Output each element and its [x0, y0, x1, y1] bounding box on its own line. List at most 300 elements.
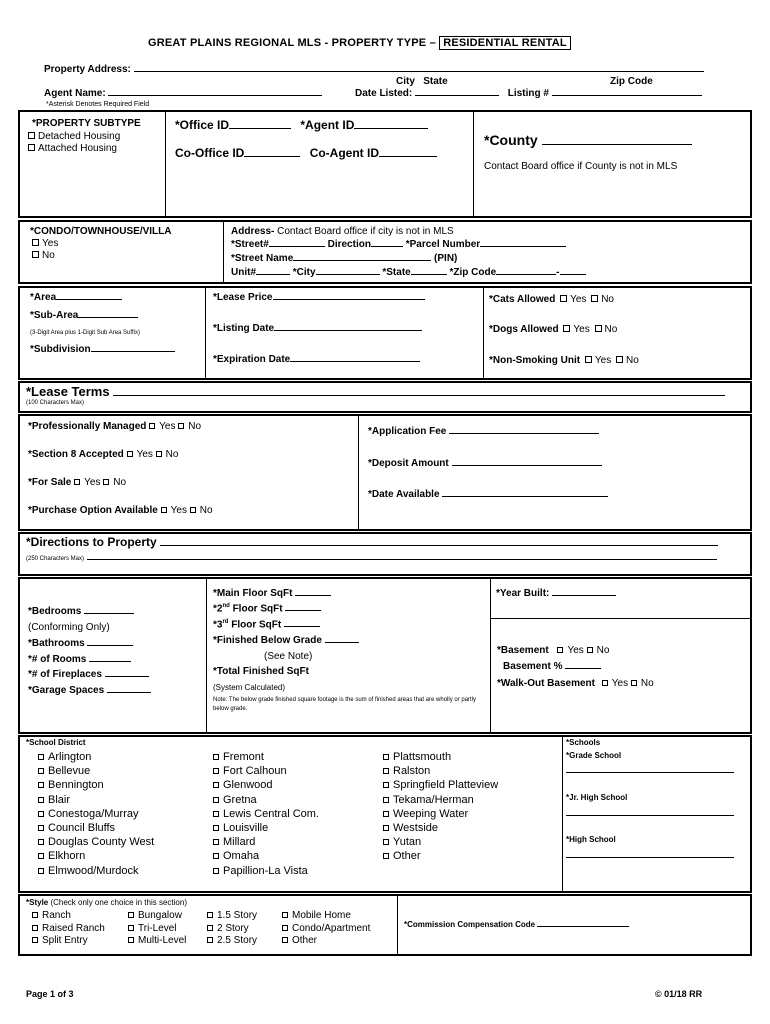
- option-label: 1.5 Story: [217, 910, 258, 921]
- directions-row: [26, 535, 718, 549]
- school-district-option[interactable]: [38, 807, 154, 821]
- checkbox[interactable]: [213, 754, 219, 760]
- property-address-row: [44, 64, 704, 75]
- agent-id-label: *Agent ID: [300, 118, 355, 132]
- listing-date-row: [213, 323, 422, 334]
- divider: [397, 895, 398, 955]
- address-label: Address-: [231, 226, 275, 237]
- directions-field[interactable]: [160, 545, 718, 546]
- school-district-option[interactable]: [383, 750, 498, 764]
- option-label: Westside: [393, 822, 439, 835]
- option-label: Yes: [611, 678, 629, 689]
- checkbox[interactable]: [213, 811, 219, 817]
- checkbox[interactable]: [128, 925, 134, 931]
- divider: [205, 287, 206, 379]
- subtype-option-attached[interactable]: [26, 143, 117, 154]
- option-label: Bungalow: [138, 910, 182, 921]
- garage-label: *Garage Spaces: [28, 685, 105, 696]
- checkbox[interactable]: [585, 356, 592, 363]
- checkbox[interactable]: [282, 925, 288, 931]
- application-fee-label: *Application Fee: [368, 426, 447, 437]
- option-label: No: [604, 324, 618, 335]
- style-option[interactable]: [128, 923, 186, 936]
- checkbox[interactable]: [28, 144, 35, 151]
- style-option[interactable]: [207, 935, 257, 948]
- basement-label: *Basement: [497, 645, 549, 656]
- unit-label: Unit#: [231, 267, 256, 278]
- school-district-option[interactable]: [38, 821, 154, 835]
- style-option[interactable]: [282, 935, 370, 948]
- school-district-label: *School District: [26, 738, 86, 747]
- fireplaces-field[interactable]: [105, 676, 149, 677]
- style-option[interactable]: [282, 910, 370, 923]
- option-label: Mobile Home: [292, 910, 351, 921]
- school-district-option[interactable]: [383, 793, 498, 807]
- zip-ext-field[interactable]: [560, 274, 586, 275]
- zip-code-caption: Zip Code: [610, 76, 653, 87]
- conforming-note: (Conforming Only): [28, 622, 110, 633]
- subdivision-field[interactable]: [91, 351, 175, 352]
- option-label: Fort Calhoun: [223, 765, 287, 778]
- checkbox[interactable]: [282, 912, 288, 918]
- office-id-label: *Office ID: [175, 118, 230, 132]
- checkbox[interactable]: [32, 239, 39, 246]
- divider: [490, 578, 491, 733]
- finished-below-field[interactable]: [325, 642, 359, 643]
- school-district-option[interactable]: [213, 835, 319, 849]
- address-row-2: [231, 253, 457, 264]
- checkbox[interactable]: [213, 825, 219, 831]
- option-label: Yes: [136, 449, 153, 460]
- checkbox[interactable]: [127, 451, 133, 457]
- second-floor-field[interactable]: [285, 610, 321, 611]
- form-title-text: GREAT PLAINS REGIONAL MLS - PROPERTY TYPE –: [148, 37, 436, 49]
- option-label: Arlington: [48, 751, 92, 763]
- checkbox[interactable]: [32, 251, 39, 258]
- option-label: Glenwood: [223, 779, 273, 792]
- listing-no-field[interactable]: [552, 95, 702, 96]
- school-district-option[interactable]: [38, 864, 154, 878]
- deposit-amount-label: *Deposit Amount: [368, 458, 449, 469]
- county-field[interactable]: [542, 144, 692, 145]
- sub-area-row: [30, 310, 138, 321]
- checkbox[interactable]: [383, 839, 389, 845]
- school-district-option[interactable]: [213, 821, 319, 835]
- checkbox[interactable]: [74, 479, 80, 485]
- dogs-allowed-row: [489, 324, 617, 335]
- cats-allowed-row: [489, 294, 614, 305]
- listing-date-field[interactable]: [274, 330, 422, 331]
- checkbox[interactable]: [616, 356, 623, 363]
- checkbox[interactable]: [207, 912, 213, 918]
- option-label: No: [199, 505, 213, 516]
- city-state-caption: City State: [396, 76, 448, 87]
- co-office-id-field[interactable]: [244, 156, 300, 157]
- option-label: No: [165, 449, 179, 460]
- option-label: Gretna: [223, 793, 257, 806]
- option-label: No: [188, 421, 202, 432]
- option-label: Bellevue: [48, 765, 91, 778]
- checkbox[interactable]: [38, 811, 44, 817]
- office-id-field[interactable]: [229, 128, 291, 129]
- main-floor-label: *Main Floor SqFt: [213, 588, 293, 599]
- jr-high-label: *Jr. High School: [566, 793, 628, 802]
- fireplaces-row: [28, 669, 149, 680]
- garage-row: [28, 685, 151, 696]
- street-name-field[interactable]: [293, 260, 431, 261]
- school-district-option[interactable]: [213, 778, 319, 792]
- checkbox[interactable]: [591, 295, 598, 302]
- option-label: Yes: [159, 421, 176, 432]
- co-office-id-row: [175, 146, 437, 160]
- school-district-option[interactable]: [383, 807, 498, 821]
- checkbox[interactable]: [38, 768, 44, 774]
- application-fee-row: [368, 426, 599, 437]
- option-label: Yes: [594, 355, 612, 366]
- checkbox[interactable]: [38, 853, 44, 859]
- checkbox[interactable]: [631, 680, 637, 686]
- checkbox[interactable]: [560, 295, 567, 302]
- style-col1: [32, 910, 105, 948]
- unit-field[interactable]: [256, 274, 290, 275]
- checkbox[interactable]: [28, 132, 35, 139]
- basement-pct-field[interactable]: [565, 668, 601, 669]
- checkbox[interactable]: [32, 912, 38, 918]
- for-sale-row: [28, 477, 126, 488]
- main-floor-row: [213, 588, 331, 599]
- school-district-option[interactable]: [38, 778, 154, 792]
- school-district-option[interactable]: [213, 864, 319, 878]
- checkbox[interactable]: [383, 853, 389, 859]
- school-district-option[interactable]: [213, 750, 319, 764]
- area-label: *Area: [30, 292, 57, 303]
- fireplaces-label: *# of Fireplaces: [28, 669, 102, 680]
- checkbox[interactable]: [32, 925, 38, 931]
- option-label: Split Entry: [42, 935, 88, 946]
- checkbox[interactable]: [595, 325, 602, 332]
- num-rooms-label: *# of Rooms: [28, 654, 87, 665]
- style-option[interactable]: [282, 923, 370, 936]
- purchase-option-label: *Purchase Option Available: [28, 505, 158, 516]
- bathrooms-label: *Bathrooms: [28, 638, 85, 649]
- checkbox[interactable]: [383, 797, 389, 803]
- option-label: Yes: [573, 324, 590, 335]
- school-district-option[interactable]: [38, 793, 154, 807]
- option-label: Detached Housing: [38, 131, 121, 142]
- form-title-box: RESIDENTIAL RENTAL: [439, 36, 571, 50]
- second-floor-sup: nd: [222, 603, 230, 609]
- lease-price-label: *Lease Price: [213, 292, 273, 303]
- option-label: Council Bluffs: [48, 822, 116, 835]
- checkbox[interactable]: [38, 797, 44, 803]
- listing-no-label: Listing #: [507, 88, 549, 99]
- style-col2: [128, 910, 186, 948]
- bathrooms-field[interactable]: [87, 645, 133, 646]
- co-agent-id-field[interactable]: [379, 156, 437, 157]
- non-smoking-label: *Non-Smoking Unit: [489, 355, 581, 366]
- school-district-option[interactable]: [383, 764, 498, 778]
- bedrooms-row: [28, 606, 134, 617]
- checkbox[interactable]: [602, 680, 608, 686]
- sub-area-note: (3-Digit Area plus 1-Digit Sub Area Suffix): [30, 330, 140, 336]
- checkbox[interactable]: [213, 768, 219, 774]
- style-label: *Style: [26, 898, 49, 907]
- num-rooms-row: [28, 654, 131, 665]
- checkbox[interactable]: [103, 479, 109, 485]
- application-fee-field[interactable]: [449, 433, 599, 434]
- option-label: Elkhorn: [48, 850, 86, 863]
- bathrooms-row: [28, 638, 133, 649]
- third-floor-field[interactable]: [284, 626, 320, 627]
- checkbox[interactable]: [213, 839, 219, 845]
- style-option[interactable]: [128, 910, 186, 923]
- expiration-date-row: [213, 354, 420, 365]
- style-header: [26, 898, 187, 907]
- county-note: Contact Board office if County is not in MLS: [484, 161, 678, 172]
- for-sale-label: *For Sale: [28, 477, 72, 488]
- finished-below-label: *Finished Below Grade: [213, 635, 322, 646]
- condo-label: *CONDO/TOWNHOUSE/VILLA: [30, 226, 172, 237]
- divider: [490, 618, 751, 619]
- option-label: No: [42, 250, 55, 261]
- non-smoking-row: [489, 355, 639, 366]
- option-label: Raised Ranch: [42, 922, 105, 934]
- school-district-option[interactable]: [213, 793, 319, 807]
- option-label: Omaha: [223, 850, 260, 863]
- divider: [473, 111, 474, 217]
- school-district-option[interactable]: [213, 807, 319, 821]
- checkbox[interactable]: [32, 937, 38, 943]
- school-district-option[interactable]: [213, 849, 319, 863]
- total-finished-label: *Total Finished SqFt: [213, 666, 309, 677]
- subdivision-label: *Subdivision: [30, 344, 91, 355]
- checkbox[interactable]: [282, 937, 288, 943]
- checkbox[interactable]: [213, 853, 219, 859]
- street-no-label: *Street#: [231, 239, 269, 250]
- finished-below-row: [213, 635, 359, 646]
- system-calculated: (System Calculated): [213, 683, 286, 692]
- school-district-col1: [38, 750, 154, 878]
- option-label: 2.5 Story: [217, 935, 258, 946]
- style-option[interactable]: [128, 935, 186, 948]
- date-available-field[interactable]: [442, 496, 608, 497]
- schools-label: *Schools: [566, 738, 601, 747]
- section8-row: [28, 449, 178, 460]
- dogs-label: *Dogs Allowed: [489, 324, 559, 335]
- street-no-field[interactable]: [269, 246, 325, 247]
- walkout-label: *Walk-Out Basement: [497, 678, 595, 689]
- agent-id-field[interactable]: [354, 128, 428, 129]
- area-field[interactable]: [56, 299, 122, 300]
- checkbox[interactable]: [38, 754, 44, 760]
- grade-school-label: *Grade School: [566, 751, 622, 760]
- subtype-option-detached[interactable]: [26, 131, 120, 142]
- checkbox[interactable]: [207, 925, 213, 931]
- lease-price-field[interactable]: [273, 299, 425, 300]
- checkbox[interactable]: [128, 912, 134, 918]
- checkbox[interactable]: [149, 423, 155, 429]
- divider: [206, 578, 207, 733]
- divider: [358, 415, 359, 530]
- option-label: No: [640, 678, 654, 689]
- required-note: *Asterisk Denotes Required Field: [46, 101, 150, 108]
- parcel-field[interactable]: [480, 246, 566, 247]
- co-office-id-label: Co-Office ID: [175, 146, 245, 160]
- checkbox[interactable]: [587, 647, 593, 653]
- directions-note: (250 Characters Max): [26, 556, 85, 562]
- checkbox[interactable]: [156, 451, 162, 457]
- checkbox[interactable]: [557, 647, 563, 653]
- option-label: Tekama/Herman: [393, 793, 474, 806]
- lease-terms-note: (100 Characters Max): [26, 400, 85, 406]
- deposit-amount-row: [368, 458, 602, 469]
- county-row: [484, 132, 692, 148]
- subtype-label: *PROPERTY SUBTYPE: [32, 118, 141, 129]
- date-available-row: [368, 489, 608, 500]
- lease-terms-row: [26, 384, 725, 399]
- option-label: Multi-Level: [138, 935, 187, 946]
- school-district-option[interactable]: [383, 849, 498, 863]
- city-label: *City: [292, 267, 316, 278]
- checkbox[interactable]: [213, 868, 219, 874]
- agent-name-field[interactable]: [108, 95, 322, 96]
- page-number: Page 1 of 3: [26, 989, 74, 999]
- checkbox[interactable]: [38, 839, 44, 845]
- checkbox[interactable]: [383, 782, 389, 788]
- checkbox[interactable]: [383, 754, 389, 760]
- direction-field[interactable]: [371, 246, 403, 247]
- style-option[interactable]: [32, 910, 105, 923]
- option-label: Ralston: [393, 765, 431, 778]
- commission-row: [404, 920, 629, 929]
- checkbox[interactable]: [38, 825, 44, 831]
- checkbox[interactable]: [128, 937, 134, 943]
- see-note: (See Note): [264, 651, 313, 662]
- school-district-option[interactable]: [38, 750, 154, 764]
- directions-row-2: [26, 552, 717, 563]
- state-field[interactable]: [411, 274, 447, 275]
- date-listed-field[interactable]: [415, 95, 499, 96]
- office-id-row: [175, 118, 428, 132]
- school-district-option[interactable]: [383, 778, 498, 792]
- checkbox[interactable]: [38, 782, 44, 788]
- address-header: [231, 226, 454, 237]
- date-available-label: *Date Available: [368, 489, 440, 500]
- option-label: Springfield Platteview: [393, 779, 499, 792]
- agent-name-label: Agent Name:: [44, 88, 106, 99]
- checkbox[interactable]: [38, 868, 44, 874]
- professionally-managed-row: [28, 421, 201, 432]
- style-col3: [207, 910, 257, 948]
- street-name-label: *Street Name: [231, 253, 294, 264]
- school-district-option[interactable]: [213, 764, 319, 778]
- checkbox[interactable]: [213, 797, 219, 803]
- option-label: Papillion-La Vista: [223, 864, 308, 877]
- checkbox[interactable]: [207, 937, 213, 943]
- divider: [223, 221, 224, 283]
- option-label: Plattsmouth: [393, 751, 452, 763]
- commission-field[interactable]: [537, 926, 629, 927]
- main-floor-field[interactable]: [295, 595, 331, 596]
- option-label: No: [596, 645, 610, 656]
- school-district-option[interactable]: [383, 835, 498, 849]
- section8-label: *Section 8 Accepted: [28, 449, 124, 460]
- checkbox[interactable]: [383, 811, 389, 817]
- zip-label: *Zip Code: [449, 267, 497, 278]
- jr-high-field[interactable]: [566, 815, 734, 816]
- bedrooms-field[interactable]: [84, 613, 134, 614]
- condo-option-no[interactable]: [30, 250, 55, 261]
- year-built-field[interactable]: [552, 595, 616, 596]
- zip-field[interactable]: [496, 274, 556, 275]
- address-note: Contact Board office if city is not in MLS: [277, 226, 454, 237]
- checkbox[interactable]: [213, 782, 219, 788]
- option-label: Yes: [170, 505, 187, 516]
- condo-option-yes[interactable]: [30, 238, 58, 249]
- option-label: Other: [393, 850, 421, 863]
- city-field[interactable]: [316, 274, 380, 275]
- option-label: No: [113, 477, 127, 488]
- option-label: Blair: [48, 793, 71, 806]
- area-row: [30, 292, 122, 303]
- county-label: *County: [484, 132, 538, 148]
- school-district-option[interactable]: [38, 849, 154, 863]
- style-option[interactable]: [207, 910, 257, 923]
- sub-area-field[interactable]: [78, 317, 138, 318]
- checkbox[interactable]: [178, 423, 184, 429]
- basement-pct-label: Basement %: [503, 661, 563, 672]
- school-district-option[interactable]: [38, 764, 154, 778]
- school-district-option[interactable]: [383, 821, 498, 835]
- expiration-date-field[interactable]: [290, 361, 420, 362]
- option-label: No: [626, 355, 639, 366]
- subdivision-row: [30, 344, 175, 355]
- divider: [483, 287, 484, 379]
- directions-field-2[interactable]: [87, 559, 717, 560]
- option-label: Yes: [570, 294, 587, 305]
- deposit-amount-field[interactable]: [452, 465, 602, 466]
- third-floor-label-rest: Floor SqFt: [228, 619, 282, 631]
- style-note: (Check only one choice in this section): [50, 898, 187, 907]
- option-label: 2 Story: [217, 922, 249, 934]
- option-label: Lewis Central Com.: [223, 807, 319, 820]
- date-listed-row: [355, 88, 702, 99]
- option-label: Other: [292, 935, 318, 946]
- style-option[interactable]: [207, 923, 257, 936]
- style-option[interactable]: [32, 935, 105, 948]
- lease-terms-field[interactable]: [113, 395, 725, 396]
- grade-school-field[interactable]: [566, 772, 734, 773]
- checkbox[interactable]: [161, 507, 167, 513]
- third-floor-row: [213, 619, 320, 630]
- checkbox[interactable]: [190, 507, 196, 513]
- high-school-field[interactable]: [566, 857, 734, 858]
- checkbox[interactable]: [383, 768, 389, 774]
- garage-field[interactable]: [107, 692, 151, 693]
- num-rooms-field[interactable]: [89, 661, 131, 662]
- option-label: Douglas County West: [48, 836, 155, 849]
- second-floor-label: *2: [213, 603, 223, 615]
- lease-price-row: [213, 292, 425, 303]
- style-option[interactable]: [32, 923, 105, 936]
- school-district-option[interactable]: [38, 835, 154, 849]
- checkbox[interactable]: [383, 825, 389, 831]
- property-address-label: Property Address:: [44, 64, 131, 75]
- checkbox[interactable]: [563, 325, 570, 332]
- copyright: © 01/18 RR: [655, 989, 703, 999]
- lease-terms-label: *Lease Terms: [26, 384, 110, 399]
- property-address-field[interactable]: [134, 71, 704, 72]
